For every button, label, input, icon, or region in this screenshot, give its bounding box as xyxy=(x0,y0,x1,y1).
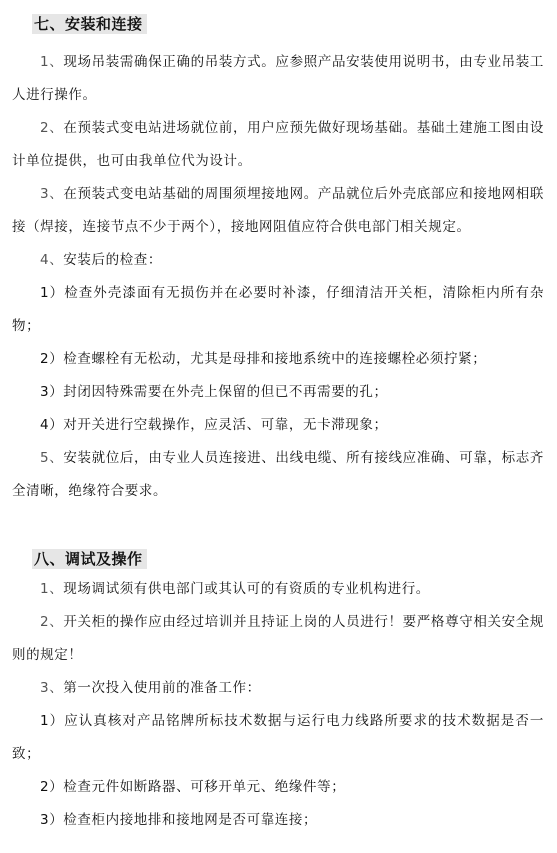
paragraph xyxy=(12,277,544,343)
item-number: 5、 xyxy=(40,450,64,466)
item-number: 4） xyxy=(40,417,64,433)
paragraph xyxy=(12,376,544,409)
item-text: 现场吊装需确保正确的吊装方式。应参照产品安装使用说明书，由专业吊装工人进行操作。 xyxy=(12,54,544,103)
item-text: 检查外壳漆面有无损伤并在必要时补漆，仔细清洁开关柜，清除柜内所有杂物； xyxy=(12,285,544,334)
item-number: 1） xyxy=(40,713,65,729)
item-text: 在预装式变电站基础的周围须埋接地网。产品就位后外壳底部应和接地网相联接（焊接，连接节点不少于两个），接地网阻值应符合供电部门相关规定。 xyxy=(12,186,544,235)
section-heading: 八、调试及操作 xyxy=(32,549,147,569)
paragraph xyxy=(12,112,544,178)
paragraph xyxy=(12,771,544,804)
paragraph xyxy=(12,244,544,277)
item-text: 封闭因特殊需要在外壳上保留的但已不再需要的孔； xyxy=(63,384,388,400)
section-body xyxy=(12,46,544,508)
item-number: 4、 xyxy=(40,252,64,268)
section-debug-operation xyxy=(12,549,544,837)
paragraph xyxy=(12,672,544,705)
item-number: 3、 xyxy=(40,186,64,202)
item-text: 安装后的检查： xyxy=(63,252,162,268)
item-number: 3、 xyxy=(40,680,64,696)
section-body xyxy=(12,573,544,837)
section-heading: 七、安装和连接 xyxy=(32,14,147,34)
item-text: 安装就位后，由专业人员连接进、出线电缆、所有接线应准确、可靠，标志齐全清晰，绝缘符合要求。 xyxy=(12,450,544,499)
item-number: 3） xyxy=(40,812,64,828)
item-text: 检查螺栓有无松动，尤其是母排和接地系统中的连接螺栓必须拧紧； xyxy=(63,351,487,367)
paragraph xyxy=(12,409,544,442)
paragraph xyxy=(12,804,544,837)
item-number: 2、 xyxy=(40,614,64,630)
item-number: 2） xyxy=(40,351,64,367)
paragraph xyxy=(12,46,544,112)
item-text: 第一次投入使用前的准备工作： xyxy=(63,680,261,696)
item-number: 2） xyxy=(40,779,64,795)
paragraph xyxy=(12,178,544,244)
item-number: 3） xyxy=(40,384,64,400)
item-text: 对开关进行空载操作，应灵活、可靠，无卡滞现象； xyxy=(63,417,388,433)
item-number: 1） xyxy=(40,285,65,301)
paragraph xyxy=(12,343,544,376)
item-number: 1、 xyxy=(40,54,64,70)
paragraph xyxy=(12,606,544,672)
item-number: 1、 xyxy=(40,581,64,597)
item-text: 检查元件如断路器、可移开单元、绝缘件等； xyxy=(63,779,346,795)
item-text: 在预装式变电站进场就位前，用户应预先做好现场基础。基础土建施工图由设计单位提供，也可由我单位代为设计。 xyxy=(12,120,544,169)
item-text: 应认真核对产品铭牌所标技术数据与运行电力线路所要求的技术数据是否一致； xyxy=(12,713,544,762)
paragraph xyxy=(12,573,544,606)
item-number: 2、 xyxy=(40,120,64,136)
section-install-connect xyxy=(12,14,544,508)
paragraph xyxy=(12,442,544,508)
item-text: 开关柜的操作应由经过培训并且持证上岗的人员进行！要严格尊守相关安全规则的规定！ xyxy=(12,614,544,663)
paragraph xyxy=(12,705,544,771)
item-text: 现场调试须有供电部门或其认可的有资质的专业机构进行。 xyxy=(63,581,430,597)
item-text: 检查柜内接地排和接地网是否可靠连接； xyxy=(63,812,318,828)
